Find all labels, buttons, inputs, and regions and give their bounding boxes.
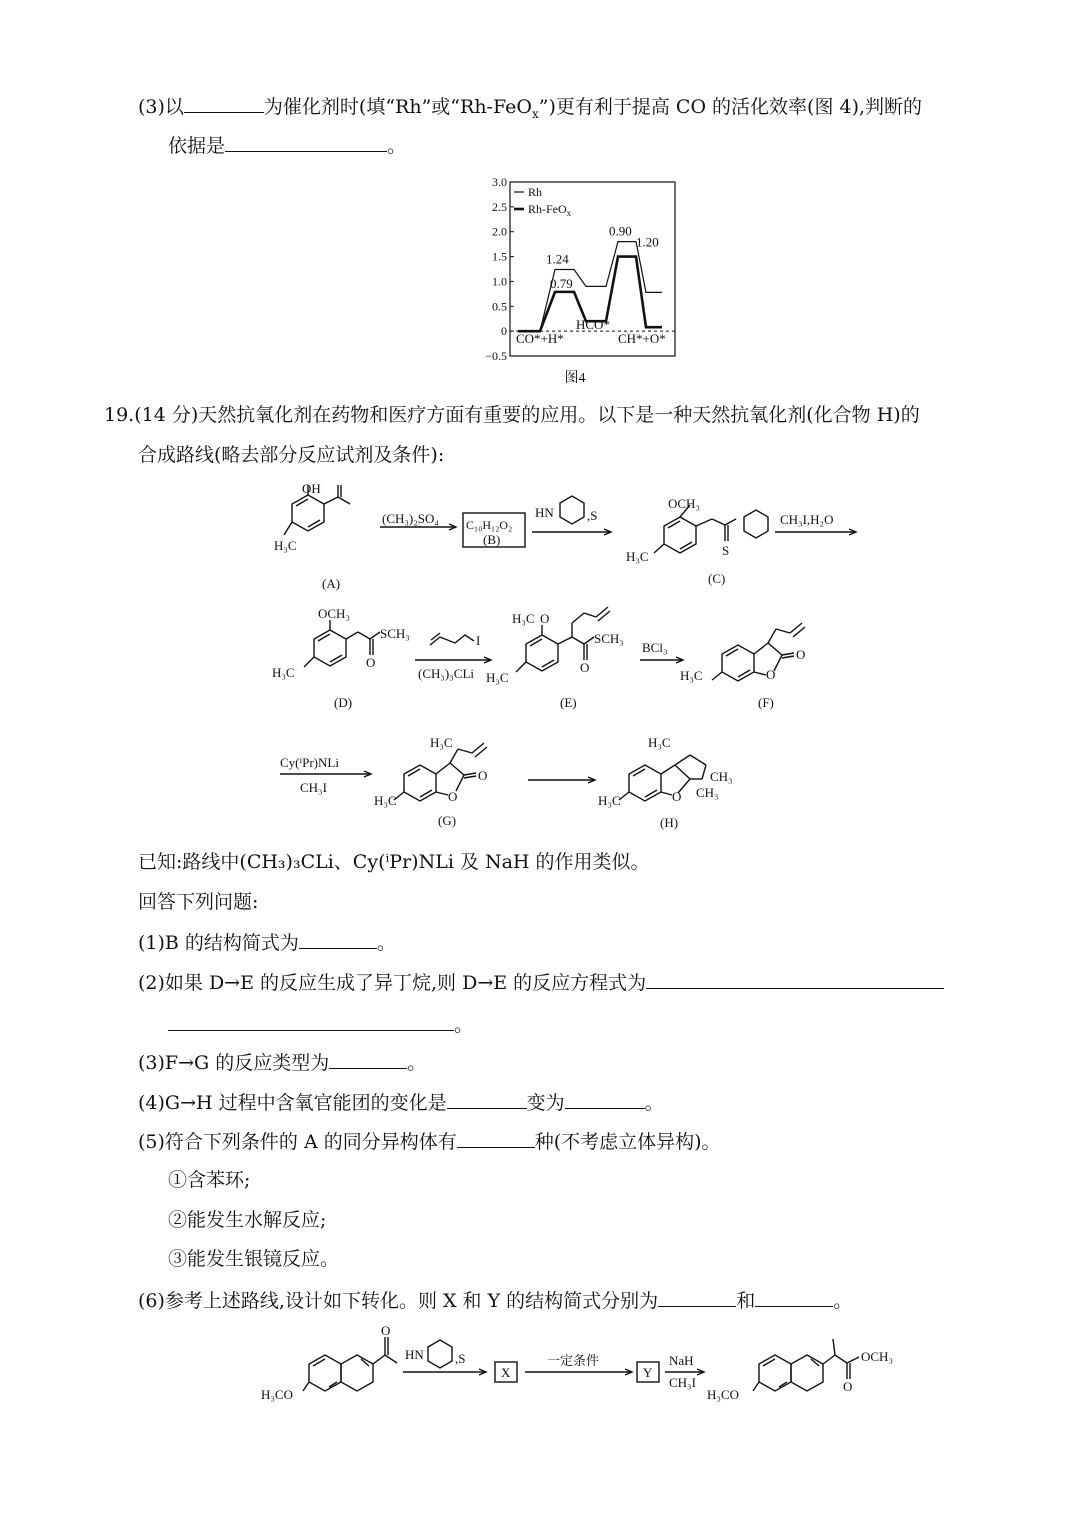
compound-C-structure <box>654 505 768 553</box>
synthesis-scheme <box>250 475 870 840</box>
label-O: O <box>796 647 806 662</box>
text: (3)以 <box>138 96 184 118</box>
reagent-dimethyl-sulfate: (CH₃)₂SO₄ <box>382 511 439 526</box>
label-CH3: CH₃ <box>696 785 719 800</box>
y-tick-label: 0.5 <box>492 299 507 314</box>
compound-F-structure <box>712 623 805 681</box>
y-tick-label: −0.5 <box>485 349 507 363</box>
q19-sub-1 <box>138 930 396 955</box>
reagent-sulfur: ,S <box>587 508 598 523</box>
q19-condition-3: ③能发生银镜反应。 <box>168 1248 340 1270</box>
data-label: 0.90 <box>609 223 632 239</box>
label-I: I <box>476 633 481 648</box>
y-tick-label: 1.0 <box>492 274 507 289</box>
text: 。 <box>376 932 396 954</box>
text: 变为 <box>526 1092 565 1114</box>
label-H3C: H₃C <box>374 793 397 808</box>
answer-blank[interactable] <box>447 1090 527 1109</box>
label-H3C: H₃C <box>598 793 621 808</box>
label-H3C: H₃C <box>486 670 509 685</box>
answer-blank[interactable] <box>184 94 264 113</box>
text: 依据是 <box>168 135 226 157</box>
q19-answer-prompt: 回答下列问题: <box>138 891 259 913</box>
label-O: O <box>366 655 376 670</box>
label-H3CO: H₃CO <box>707 1387 739 1402</box>
data-label: 1.20 <box>636 234 659 250</box>
energy-profile-chart <box>470 174 685 364</box>
compound-G-structure <box>394 743 487 801</box>
label-X: X <box>501 1365 511 1380</box>
label-Y: Y <box>643 1365 653 1380</box>
q19-condition-2: ②能发生水解反应; <box>168 1209 327 1231</box>
answer-blank[interactable] <box>457 1129 535 1148</box>
label-H3C: H₃C <box>274 538 297 553</box>
legend-label: Rh-FeO$_x$ <box>528 202 572 218</box>
text: 和 <box>736 1290 756 1312</box>
chart-labels <box>516 224 666 346</box>
reagent-tBuLi: (CH₃)₃CLi <box>418 666 475 681</box>
text: ”)更有利于提高 CO 的活化效率(图 4),判断的 <box>538 96 923 118</box>
state-label: HCO* <box>576 317 610 333</box>
text: (3)F→G 的反应类型为 <box>138 1052 330 1074</box>
q19-sub-2-cont <box>168 1012 473 1037</box>
text: 为催化剂时(填“Rh”或“Rh-FeO <box>263 96 532 118</box>
reagent-sulfur: ,S <box>455 1351 466 1366</box>
q19-intro-1: 19.(14 分)天然抗氧化剂在药物和医疗方面有重要的应用。以下是一种天然抗氧化剂(化合物 H)的 <box>104 404 920 426</box>
answer-blank[interactable] <box>658 1288 736 1307</box>
label-SCH3: SCH₃ <box>380 626 410 641</box>
q19-intro-2: 合成路线(略去部分反应试剂及条件): <box>138 444 445 466</box>
label-OCH3: OCH₃ <box>861 1349 893 1364</box>
reagent-conditions: 一定条件 <box>547 1353 600 1368</box>
label-O: O <box>672 789 682 804</box>
q19-known: 已知:路线中(CH₃)₃CLi、Cy(ⁱPr)NLi 及 NaH 的作用类似。 <box>138 851 650 873</box>
y-tick-label: 3.0 <box>492 175 507 189</box>
reagent-CH3I-H2O: CH₃I,H₂O <box>780 512 834 527</box>
morpholine-reagent <box>428 1340 452 1368</box>
text: 。 <box>454 1014 474 1036</box>
legend-label-subscript: x <box>566 208 572 218</box>
label-H3C: H₃C <box>272 665 295 680</box>
q18-3-line2 <box>168 133 406 158</box>
label-H3C: H₃C <box>626 549 649 564</box>
answer-blank[interactable] <box>565 1090 645 1109</box>
label-compound-A: (A) <box>322 576 341 591</box>
state-label: CO*+H* <box>516 331 564 347</box>
answer-blank[interactable] <box>755 1288 833 1307</box>
text: 种(不考虑立体异构)。 <box>534 1131 721 1153</box>
data-label: 1.24 <box>546 251 569 267</box>
label-HN: HN <box>405 1347 424 1362</box>
label-H3C: H₃C <box>430 735 453 750</box>
y-tick-label: 1.5 <box>492 249 507 264</box>
text: 。 <box>387 135 407 157</box>
label-H3C: H₃C <box>680 668 703 683</box>
label-OCH3: OCH₃ <box>668 496 700 511</box>
reagent-CH3I: CH₃I <box>669 1375 696 1390</box>
label-O: O <box>448 789 458 804</box>
label-O: O <box>843 1379 853 1394</box>
label-H3C: H₃C <box>512 611 535 626</box>
answer-blank[interactable] <box>646 970 944 989</box>
q19-sub-3 <box>138 1050 426 1075</box>
label-HN: HN <box>535 505 554 520</box>
y-tick-label: 0 <box>501 324 507 339</box>
data-label: 0.79 <box>550 275 573 291</box>
reagent-CH3I: CH₃I <box>300 780 327 795</box>
q19-sub-2 <box>138 970 944 995</box>
text: 。 <box>407 1052 427 1074</box>
answer-blank[interactable] <box>329 1050 407 1069</box>
label-O: O <box>766 667 776 682</box>
q18-3-line1 <box>138 94 922 126</box>
label-compound-C: (C) <box>708 571 726 586</box>
q19-condition-1: ①含苯环; <box>168 1169 251 1191</box>
figure-caption: 图4 <box>564 371 586 386</box>
compound-B-formula: C₁₀H₁₂O₂ <box>466 518 513 532</box>
label-OH: OH <box>302 481 321 496</box>
text: (4)G→H 过程中含氧官能团的变化是 <box>138 1092 447 1114</box>
text: 。 <box>644 1092 664 1114</box>
label-compound-B: (B) <box>483 532 501 547</box>
text: (2)如果 D→E 的反应生成了异丁烷,则 D→E 的反应方程式为 <box>138 972 647 994</box>
label-OCH3: OCH₃ <box>318 606 350 621</box>
q19-sub-6 <box>138 1288 852 1313</box>
reagent-NaH: NaH <box>669 1353 694 1368</box>
q19-sub-5 <box>138 1129 721 1154</box>
legend-label: Rh <box>528 185 543 199</box>
label-O: O <box>381 1325 391 1338</box>
naphthalene-ketone-structure <box>303 1337 397 1391</box>
answer-blank[interactable] <box>225 133 387 152</box>
label-O: O <box>580 660 590 675</box>
chart-legend <box>514 185 572 218</box>
q19-sub-4 <box>138 1090 664 1115</box>
label-O: O <box>540 611 550 626</box>
label-O: O <box>478 768 488 783</box>
subscript: x <box>531 106 539 121</box>
text: (1)B 的结构简式为 <box>138 932 299 954</box>
y-tick-label: 2.5 <box>492 199 507 214</box>
answer-blank[interactable] <box>299 930 377 949</box>
label-H3C: H₃C <box>648 735 671 750</box>
label-H3CO: H₃CO <box>261 1387 293 1402</box>
label-compound-D: (D) <box>334 695 353 710</box>
y-tick-label: 2.0 <box>492 224 507 239</box>
transformation-scheme-6 <box>255 1325 915 1420</box>
compound-H-structure <box>619 755 706 801</box>
text: (6)参考上述路线,设计如下转化。则 X 和 Y 的结构简式分别为 <box>138 1290 659 1312</box>
answer-blank[interactable] <box>168 1012 454 1031</box>
label-compound-H: (H) <box>660 815 679 830</box>
label-SCH3: SCH₃ <box>594 631 624 646</box>
label-S: S <box>722 543 730 558</box>
text: 。 <box>833 1290 853 1312</box>
morpholine-reagent <box>560 496 584 524</box>
reagent-BCl3: BCl₃ <box>642 640 668 655</box>
label-CH3: CH₃ <box>710 769 733 784</box>
label-compound-E: (E) <box>560 695 577 710</box>
reagent-LDA-like: Cy(ⁱPr)NLi <box>280 755 339 770</box>
state-label: CH*+O* <box>618 331 666 347</box>
label-compound-F: (F) <box>758 695 774 710</box>
label-compound-G: (G) <box>438 813 457 828</box>
text: (5)符合下列条件的 A 的同分异构体有 <box>138 1131 457 1153</box>
